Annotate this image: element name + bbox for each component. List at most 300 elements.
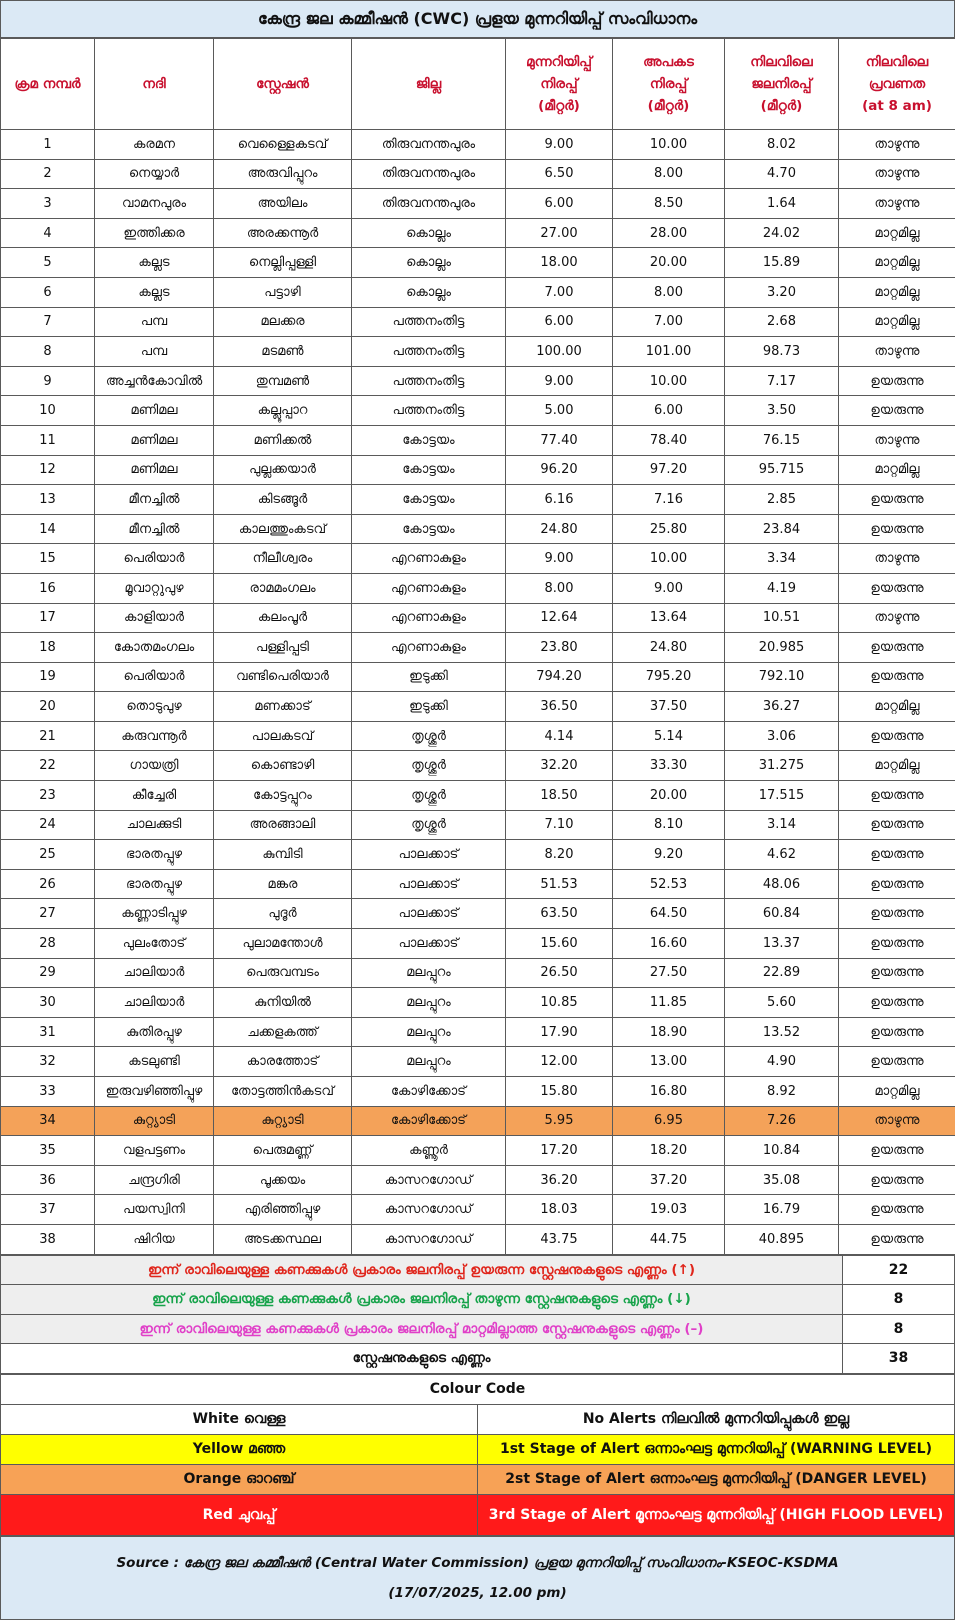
cell-current-level: 3.06	[725, 721, 839, 751]
cell-station: പാലകടവ്	[214, 721, 352, 751]
table-row	[1, 1017, 955, 1047]
cell-serial: 38	[1, 1224, 95, 1254]
cell-district: തൃശ്ശൂർ	[352, 781, 506, 811]
cell-river: കരുവന്നൂർ	[95, 721, 214, 751]
cell-trend: താഴുന്നു	[839, 130, 955, 160]
cell-danger-level: 37.20	[613, 1165, 725, 1195]
cell-station: അരുവിപ്പുറം	[214, 159, 352, 189]
cell-station: കുമ്പിടി	[214, 840, 352, 870]
cell-serial: 35	[1, 1136, 95, 1166]
cell-warning-level: 17.20	[506, 1136, 613, 1166]
summary-falling-row	[1, 1285, 955, 1315]
cell-current-level: 98.73	[725, 337, 839, 367]
cell-district: കാസറഗോഡ്	[352, 1195, 506, 1225]
summary-total-count: 38	[843, 1344, 955, 1374]
cell-station: മടമൺ	[214, 337, 352, 367]
cell-serial: 24	[1, 810, 95, 840]
cell-trend: മാറ്റമില്ല	[839, 277, 955, 307]
cell-station: കലംപൂർ	[214, 603, 352, 633]
table-row	[1, 958, 955, 988]
cell-trend: താഴുന്നു	[839, 189, 955, 219]
cell-station: വെള്ളൈകടവ്	[214, 130, 352, 160]
cell-district: പത്തനംതിട്ട	[352, 337, 506, 367]
cell-current-level: 23.84	[725, 514, 839, 544]
cell-station: അരക്കന്നൂർ	[214, 218, 352, 248]
cell-station: അയിലം	[214, 189, 352, 219]
cell-warning-level: 24.80	[506, 514, 613, 544]
summary-steady-row	[1, 1314, 955, 1344]
cell-district: മലപ്പുറം	[352, 1047, 506, 1077]
table-row	[1, 307, 955, 337]
cell-current-level: 16.79	[725, 1195, 839, 1225]
cell-serial: 6	[1, 277, 95, 307]
cell-river: പയസ്വിനി	[95, 1195, 214, 1225]
colour-orange-row	[1, 1464, 955, 1494]
colour-code-table	[0, 1374, 955, 1536]
cell-danger-level: 101.00	[613, 337, 725, 367]
summary-falling-label: ഇന്ന് രാവിലെയുള്ള കണക്കുകൾ പ്രകാരം ജലനിരപ്പ് താഴുന്ന സ്റ്റേഷനുകളുടെ എണ്ണം (↓)	[1, 1285, 843, 1315]
cell-serial: 27	[1, 899, 95, 929]
cell-trend: മാറ്റമില്ല	[839, 1077, 955, 1107]
cell-river: ഷിറിയ	[95, 1224, 214, 1254]
summary-rising-label: ഇന്ന് രാവിലെയുള്ള കണക്കുകൾ പ്രകാരം ജലനിരപ്പ് ഉയരുന്ന സ്റ്റേഷനുകളുടെ എണ്ണം (↑)	[1, 1255, 843, 1285]
table-row	[1, 810, 955, 840]
cell-station: കൊണ്ടാഴി	[214, 751, 352, 781]
table-row	[1, 1106, 955, 1136]
table-row	[1, 1047, 955, 1077]
cell-district: കൊല്ലം	[352, 218, 506, 248]
cell-trend: ഉയരുന്നു	[839, 988, 955, 1018]
cell-current-level: 8.02	[725, 130, 839, 160]
colour-red-row	[1, 1494, 955, 1535]
cell-serial: 5	[1, 248, 95, 278]
cell-river: മണിമല	[95, 396, 214, 426]
cell-district: തിരുവനന്തപുരം	[352, 189, 506, 219]
table-row	[1, 929, 955, 959]
cell-trend: ഉയരുന്നു	[839, 633, 955, 663]
cell-danger-level: 5.14	[613, 721, 725, 751]
cell-current-level: 4.70	[725, 159, 839, 189]
cell-danger-level: 9.00	[613, 573, 725, 603]
cell-station: വണ്ടിപെരിയാർ	[214, 662, 352, 692]
table-row	[1, 277, 955, 307]
cell-serial: 16	[1, 573, 95, 603]
cell-river: പുലംതോട്	[95, 929, 214, 959]
cell-district: പത്തനംതിട്ട	[352, 366, 506, 396]
cell-trend: താഴുന്നു	[839, 425, 955, 455]
cell-serial: 33	[1, 1077, 95, 1107]
table-row	[1, 692, 955, 722]
table-row	[1, 337, 955, 367]
table-row	[1, 1136, 955, 1166]
cell-current-level: 10.84	[725, 1136, 839, 1166]
cell-warning-level: 18.50	[506, 781, 613, 811]
cell-station: മണക്കാട്	[214, 692, 352, 722]
cell-river: വാമനപുരം	[95, 189, 214, 219]
cell-current-level: 35.08	[725, 1165, 839, 1195]
cell-current-level: 4.62	[725, 840, 839, 870]
cell-trend: താഴുന്നു	[839, 544, 955, 574]
cell-river: ഭാരതപ്പുഴ	[95, 869, 214, 899]
cell-river: മണിമല	[95, 455, 214, 485]
cell-danger-level: 8.50	[613, 189, 725, 219]
cell-danger-level: 20.00	[613, 248, 725, 278]
cell-district: എറണാകുളം	[352, 633, 506, 663]
cell-station: അടക്കസ്ഥല	[214, 1224, 352, 1254]
cell-station: തോട്ടത്തിൻകടവ്	[214, 1077, 352, 1107]
cell-current-level: 60.84	[725, 899, 839, 929]
table-header-row	[1, 39, 955, 130]
cell-station: കുറ്റ്യാടി	[214, 1106, 352, 1136]
table-row	[1, 425, 955, 455]
cell-river: ഭാരതപ്പുഴ	[95, 840, 214, 870]
cell-station: പെരുവമ്പടം	[214, 958, 352, 988]
summary-falling-count: 8	[843, 1285, 955, 1315]
table-row	[1, 189, 955, 219]
table-row	[1, 869, 955, 899]
summary-steady-count: 8	[843, 1314, 955, 1344]
header-district: ജില്ല	[352, 39, 506, 130]
table-row	[1, 514, 955, 544]
cell-current-level: 3.34	[725, 544, 839, 574]
cell-trend: മാറ്റമില്ല	[839, 218, 955, 248]
cell-current-level: 4.90	[725, 1047, 839, 1077]
cell-serial: 30	[1, 988, 95, 1018]
summary-rising-row	[1, 1255, 955, 1285]
header-trend: നിലവിലെ പ്രവണത (at 8 am)	[839, 39, 955, 130]
cell-serial: 37	[1, 1195, 95, 1225]
table-row	[1, 988, 955, 1018]
cell-warning-level: 15.80	[506, 1077, 613, 1107]
cell-district: കോട്ടയം	[352, 455, 506, 485]
cell-station: കോട്ടപ്പുറം	[214, 781, 352, 811]
cell-river: തൊടുപുഴ	[95, 692, 214, 722]
cell-district: കോഴിക്കോട്	[352, 1106, 506, 1136]
title-text: കേന്ദ്ര ജല കമ്മീഷൻ (CWC) പ്രളയ മുന്നറിയിപ്പ് സംവിധാനം	[258, 9, 697, 29]
header-warning-level: മുന്നറിയിപ്പ് നിരപ്പ് (മീറ്റർ)	[506, 39, 613, 130]
cell-warning-level: 6.50	[506, 159, 613, 189]
cell-river: ഗായത്രി	[95, 751, 214, 781]
cell-danger-level: 13.00	[613, 1047, 725, 1077]
colour-white-row	[1, 1404, 955, 1434]
cell-river: മണിമല	[95, 425, 214, 455]
cell-serial: 12	[1, 455, 95, 485]
cell-serial: 1	[1, 130, 95, 160]
cell-current-level: 7.26	[725, 1106, 839, 1136]
cell-station: കാലത്തുംകടവ്	[214, 514, 352, 544]
cell-serial: 34	[1, 1106, 95, 1136]
cell-district: തിരുവനന്തപുരം	[352, 130, 506, 160]
cell-district: തൃശ്ശൂർ	[352, 751, 506, 781]
cell-serial: 11	[1, 425, 95, 455]
cell-danger-level: 9.20	[613, 840, 725, 870]
cell-current-level: 1.64	[725, 189, 839, 219]
cell-warning-level: 32.20	[506, 751, 613, 781]
cell-current-level: 4.19	[725, 573, 839, 603]
cell-current-level: 36.27	[725, 692, 839, 722]
cell-station: പെരുമണ്ണ്	[214, 1136, 352, 1166]
cell-station: മണിക്കൽ	[214, 425, 352, 455]
cell-river: കല്ലട	[95, 277, 214, 307]
cell-station: പുല്ലക്കയാർ	[214, 455, 352, 485]
cell-current-level: 3.14	[725, 810, 839, 840]
cell-district: കോഴിക്കോട്	[352, 1077, 506, 1107]
cell-serial: 10	[1, 396, 95, 426]
cell-warning-level: 100.00	[506, 337, 613, 367]
cell-danger-level: 44.75	[613, 1224, 725, 1254]
cell-current-level: 24.02	[725, 218, 839, 248]
cell-station: തുമ്പമൺ	[214, 366, 352, 396]
cell-current-level: 2.68	[725, 307, 839, 337]
colour-white-desc: No Alerts നിലവിൽ മുന്നറിയിപ്പുകൾ ഇല്ല	[478, 1404, 955, 1434]
table-row	[1, 485, 955, 515]
colour-code-heading: Colour Code	[1, 1374, 955, 1404]
cell-current-level: 17.515	[725, 781, 839, 811]
cell-district: പാലക്കാട്	[352, 899, 506, 929]
cell-warning-level: 27.00	[506, 218, 613, 248]
cell-trend: മാറ്റമില്ല	[839, 751, 955, 781]
cell-district: എറണാകുളം	[352, 603, 506, 633]
cell-danger-level: 10.00	[613, 366, 725, 396]
cell-trend: ഉയരുന്നു	[839, 781, 955, 811]
colour-white-label: White വെള്ള	[1, 1404, 478, 1434]
summary-total-label: സ്റ്റേഷനുകളുടെ എണ്ണം	[1, 1344, 843, 1374]
table-row	[1, 544, 955, 574]
cell-warning-level: 51.53	[506, 869, 613, 899]
cell-trend: ഉയരുന്നു	[839, 1047, 955, 1077]
cell-district: പത്തനംതിട്ട	[352, 307, 506, 337]
cell-serial: 25	[1, 840, 95, 870]
cell-serial: 28	[1, 929, 95, 959]
cell-trend: ഉയരുന്നു	[839, 810, 955, 840]
cell-district: കാസറഗോഡ്	[352, 1165, 506, 1195]
cell-warning-level: 96.20	[506, 455, 613, 485]
colour-red-desc: 3rd Stage of Alert മൂന്നാംഘട്ട മുന്നറിയിപ്പ് (HIGH FLOOD LEVEL)	[478, 1494, 955, 1535]
cell-station: ചക്കളകത്ത്	[214, 1017, 352, 1047]
cell-river: മീനച്ചിൽ	[95, 485, 214, 515]
cell-warning-level: 8.20	[506, 840, 613, 870]
colour-yellow-row	[1, 1434, 955, 1464]
cell-district: എറണാകുളം	[352, 544, 506, 574]
table-row	[1, 455, 955, 485]
summary-total-row	[1, 1344, 955, 1374]
colour-code-heading-row	[1, 1374, 955, 1404]
cell-station: പട്ടാഴി	[214, 277, 352, 307]
table-row	[1, 840, 955, 870]
table-row	[1, 159, 955, 189]
cell-danger-level: 10.00	[613, 130, 725, 160]
cell-serial: 9	[1, 366, 95, 396]
cell-river: ഇത്തിക്കര	[95, 218, 214, 248]
summary-rising-count: 22	[843, 1255, 955, 1285]
cell-serial: 36	[1, 1165, 95, 1195]
cell-warning-level: 17.90	[506, 1017, 613, 1047]
cell-station: എരിഞ്ഞിപ്പുഴ	[214, 1195, 352, 1225]
cell-river: വളപട്ടണം	[95, 1136, 214, 1166]
cell-current-level: 13.52	[725, 1017, 839, 1047]
cell-district: മലപ്പുറം	[352, 1017, 506, 1047]
cell-danger-level: 7.16	[613, 485, 725, 515]
cell-danger-level: 28.00	[613, 218, 725, 248]
cell-station: മലക്കര	[214, 307, 352, 337]
cell-warning-level: 7.10	[506, 810, 613, 840]
table-row	[1, 662, 955, 692]
cell-current-level: 40.895	[725, 1224, 839, 1254]
table-row	[1, 366, 955, 396]
table-body	[1, 130, 955, 1255]
cell-district: കോട്ടയം	[352, 425, 506, 455]
report-title	[0, 0, 955, 38]
cell-district: കാസറഗോഡ്	[352, 1224, 506, 1254]
cell-district: മലപ്പുറം	[352, 958, 506, 988]
cell-serial: 29	[1, 958, 95, 988]
cell-danger-level: 20.00	[613, 781, 725, 811]
cell-warning-level: 23.80	[506, 633, 613, 663]
cell-danger-level: 8.10	[613, 810, 725, 840]
table-row	[1, 396, 955, 426]
cell-trend: ഉയരുന്നു	[839, 1224, 955, 1254]
cell-river: കടലുണ്ടി	[95, 1047, 214, 1077]
cell-serial: 26	[1, 869, 95, 899]
cell-district: പത്തനംതിട്ട	[352, 396, 506, 426]
cell-trend: ഉയരുന്നു	[839, 929, 955, 959]
cell-warning-level: 794.20	[506, 662, 613, 692]
cell-district: ഇടുക്കി	[352, 692, 506, 722]
cell-danger-level: 33.30	[613, 751, 725, 781]
cell-river: ചാലക്കുടി	[95, 810, 214, 840]
cell-serial: 13	[1, 485, 95, 515]
cell-district: തൃശ്ശൂർ	[352, 810, 506, 840]
cell-serial: 3	[1, 189, 95, 219]
cell-trend: മാറ്റമില്ല	[839, 248, 955, 278]
cell-danger-level: 16.80	[613, 1077, 725, 1107]
cell-trend: ഉയരുന്നു	[839, 485, 955, 515]
cell-current-level: 3.50	[725, 396, 839, 426]
cell-river: കണ്ണാടിപ്പുഴ	[95, 899, 214, 929]
cell-warning-level: 36.20	[506, 1165, 613, 1195]
cell-river: ചാലിയാർ	[95, 958, 214, 988]
colour-red-label: Red ചുവപ്പ്	[1, 1494, 478, 1535]
cell-trend: താഴുന്നു	[839, 603, 955, 633]
cell-danger-level: 18.20	[613, 1136, 725, 1166]
header-station: സ്റ്റേഷൻ	[214, 39, 352, 130]
source-date: (17/07/2025, 12.00 pm)	[388, 1578, 566, 1608]
cell-river: കാളിയാർ	[95, 603, 214, 633]
cell-serial: 22	[1, 751, 95, 781]
cell-river: കുതിരപ്പുഴ	[95, 1017, 214, 1047]
cell-station: അരങ്ങാലി	[214, 810, 352, 840]
cell-station: പള്ളിപ്പടി	[214, 633, 352, 663]
cell-warning-level: 63.50	[506, 899, 613, 929]
table-row	[1, 573, 955, 603]
colour-yellow-label: Yellow മഞ്ഞ	[1, 1434, 478, 1464]
cell-current-level: 20.985	[725, 633, 839, 663]
cell-trend: ഉയരുന്നു	[839, 1136, 955, 1166]
cell-warning-level: 12.64	[506, 603, 613, 633]
cell-current-level: 3.20	[725, 277, 839, 307]
cell-river: കരമന	[95, 130, 214, 160]
header-current-level: നിലവിലെ ജലനിരപ്പ് (മീറ്റർ)	[725, 39, 839, 130]
cell-station: പൂക്കയം	[214, 1165, 352, 1195]
cell-station: പുദൂർ	[214, 899, 352, 929]
cell-district: ഇടുക്കി	[352, 662, 506, 692]
cell-danger-level: 25.80	[613, 514, 725, 544]
cell-district: പാലക്കാട്	[352, 840, 506, 870]
cell-danger-level: 78.40	[613, 425, 725, 455]
cell-danger-level: 18.90	[613, 1017, 725, 1047]
station-table	[0, 38, 955, 1255]
table-row	[1, 633, 955, 663]
cell-river: പെരിയാർ	[95, 662, 214, 692]
cell-river: മീനച്ചിൽ	[95, 514, 214, 544]
table-row	[1, 1165, 955, 1195]
cell-serial: 23	[1, 781, 95, 811]
cell-district: കോട്ടയം	[352, 514, 506, 544]
cell-current-level: 31.275	[725, 751, 839, 781]
cell-trend: ഉയരുന്നു	[839, 662, 955, 692]
cell-danger-level: 24.80	[613, 633, 725, 663]
cell-district: തൃശ്ശൂർ	[352, 721, 506, 751]
cell-trend: മാറ്റമില്ല	[839, 307, 955, 337]
cell-danger-level: 64.50	[613, 899, 725, 929]
cell-warning-level: 18.03	[506, 1195, 613, 1225]
cell-warning-level: 9.00	[506, 130, 613, 160]
cell-danger-level: 52.53	[613, 869, 725, 899]
cell-serial: 17	[1, 603, 95, 633]
table-row	[1, 603, 955, 633]
cell-current-level: 48.06	[725, 869, 839, 899]
cell-serial: 19	[1, 662, 95, 692]
colour-orange-desc: 2st Stage of Alert ഒന്നാംഘട്ട മുന്നറിയിപ്പ് (DANGER LEVEL)	[478, 1464, 955, 1494]
cell-station: പുലാമന്തോൾ	[214, 929, 352, 959]
cell-warning-level: 7.00	[506, 277, 613, 307]
cell-warning-level: 77.40	[506, 425, 613, 455]
cell-danger-level: 8.00	[613, 277, 725, 307]
cell-warning-level: 9.00	[506, 366, 613, 396]
cell-station: രാമമംഗലം	[214, 573, 352, 603]
cell-station: കല്ലൂപ്പാറ	[214, 396, 352, 426]
cell-danger-level: 97.20	[613, 455, 725, 485]
cell-river: കുറ്റ്യാടി	[95, 1106, 214, 1136]
table-row	[1, 1077, 955, 1107]
cell-danger-level: 11.85	[613, 988, 725, 1018]
cell-warning-level: 36.50	[506, 692, 613, 722]
cell-trend: ഉയരുന്നു	[839, 573, 955, 603]
cell-river: പമ്പ	[95, 307, 214, 337]
cell-danger-level: 16.60	[613, 929, 725, 959]
table-row	[1, 1195, 955, 1225]
cell-station: കുനിയിൽ	[214, 988, 352, 1018]
cell-trend: ഉയരുന്നു	[839, 721, 955, 751]
colour-orange-label: Orange ഓറഞ്ച്	[1, 1464, 478, 1494]
cell-warning-level: 10.85	[506, 988, 613, 1018]
cell-station: നീലീശ്വരം	[214, 544, 352, 574]
source-text: Source : കേന്ദ്ര ജല കമ്മീഷൻ (Central Water Commission) പ്രളയ മുന്നറിയിപ്പ് സംവിധാനം-KSEOC-KSDMA	[116, 1548, 838, 1578]
cell-river: കല്ലട	[95, 248, 214, 278]
cell-river: നെയ്യാർ	[95, 159, 214, 189]
cell-danger-level: 6.95	[613, 1106, 725, 1136]
cell-serial: 4	[1, 218, 95, 248]
cell-warning-level: 43.75	[506, 1224, 613, 1254]
table-row	[1, 899, 955, 929]
cell-trend: ഉയരുന്നു	[839, 840, 955, 870]
cell-district: കൊല്ലം	[352, 277, 506, 307]
cell-serial: 20	[1, 692, 95, 722]
cell-warning-level: 5.00	[506, 396, 613, 426]
cell-serial: 18	[1, 633, 95, 663]
cell-current-level: 15.89	[725, 248, 839, 278]
cell-warning-level: 6.00	[506, 189, 613, 219]
